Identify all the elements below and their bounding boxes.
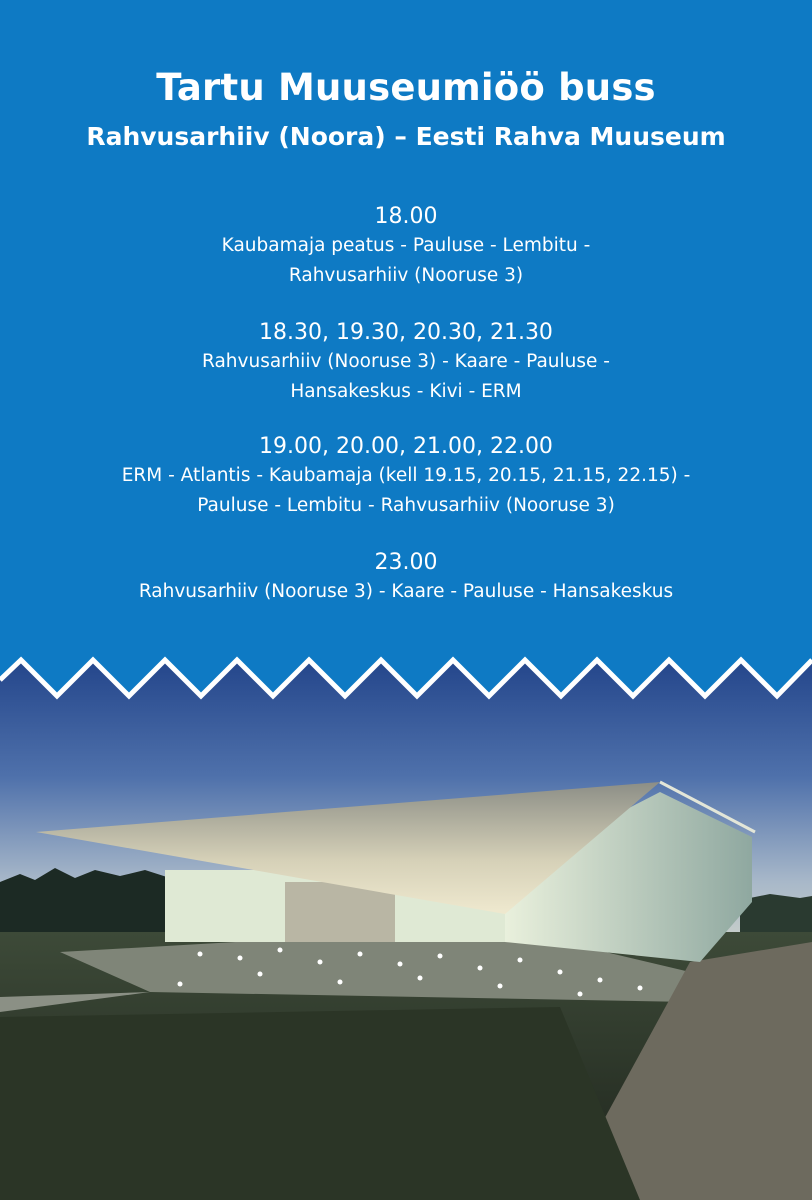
schedule-block-4 [0,549,812,607]
departure-times: 23.00 [374,550,438,575]
departure-times: 18.00 [374,204,438,229]
departure-times: 19.00, 20.00, 21.00, 22.00 [259,434,553,459]
schedule-block-2 [0,319,812,407]
departure-times: 18.30, 19.30, 20.30, 21.30 [259,320,553,345]
route-line: Rahvusarhiiv (Nooruse 3) - Kaare - Pauluse - [202,351,610,372]
schedule-block-1 [0,203,812,291]
schedule-block-3 [0,433,812,521]
route-line: Rahvusarhiiv (Nooruse 3) - Kaare - Pauluse - Hansakeskus [138,581,674,602]
museum-night-photo [0,642,812,1200]
route-line: ERM - Atlantis - Kaubamaja (kell 19.15, 20.15, 21.15, 22.15) - [121,465,691,486]
poster-subtitle: Rahvusarhiiv (Noora) – Eesti Rahva Muuseum [86,122,726,151]
route-line: Rahvusarhiiv (Nooruse 3) [288,265,524,286]
poster-title: Tartu Muuseumiöö buss [156,66,656,109]
route-line: Pauluse - Lembitu - Rahvusarhiiv (Nooruse 3) [197,495,615,516]
route-line: Kaubamaja peatus - Pauluse - Lembitu - [221,235,591,256]
route-line: Hansakeskus - Kivi - ERM [290,381,522,402]
